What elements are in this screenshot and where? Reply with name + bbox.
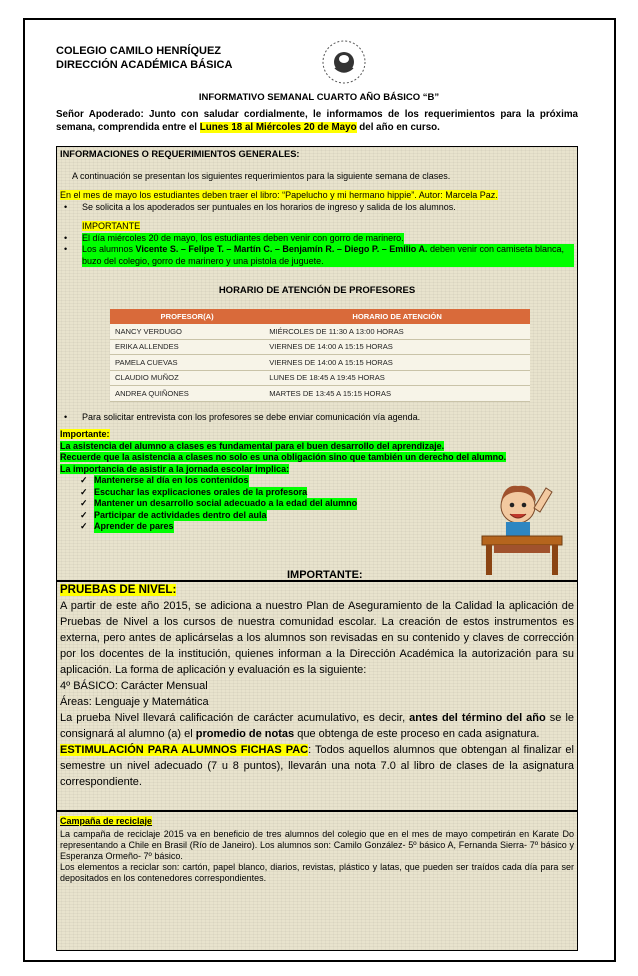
level-tests-heading: PRUEBAS DE NIVEL: bbox=[60, 584, 177, 596]
level-tests-box bbox=[56, 569, 578, 811]
recycling-paragraph-1: La campaña de reciclaje 2015 va en beneficio de tres alumnos del colegio que en el mes de mayo competirán en Karate Do representando a Chile en Brasil (Río de Janeiro). Los alumnos son: Camilo González- 5º básico A, Fernanda Sierra- 7º básico y Esperanza Ormeño- 7º básico. bbox=[60, 829, 574, 861]
table-row bbox=[110, 370, 530, 386]
school-name: COLEGIO CAMILO HENRÍQUEZ bbox=[56, 45, 221, 57]
grading-text-d: promedio de notas bbox=[195, 728, 295, 740]
sailor-text: El día miércoles 20 de mayo, los estudiantes deben venir con gorro de marinero. bbox=[82, 232, 404, 243]
check-icon: ✓ bbox=[80, 521, 88, 531]
student-desk-illustration bbox=[474, 478, 568, 578]
stimulation-paragraph bbox=[60, 742, 574, 790]
punctuality-item bbox=[60, 202, 574, 214]
table-row bbox=[110, 339, 530, 355]
table-row bbox=[110, 386, 530, 402]
students-names: Vicente S. – Felipe T. – Martín C. – Benjamín R. – Diego P. – Emilio A. bbox=[135, 244, 428, 254]
attendance-line-2: Recuerde que la asistencia a clases no solo es una obligación sino que también un derecho del alumno. bbox=[60, 452, 507, 462]
time-cell: VIERNES DE 14:00 A 15:15 HORAS bbox=[264, 355, 530, 371]
teacher-cell: PAMELA CUEVAS bbox=[110, 355, 264, 371]
time-cell: MARTES DE 13:45 A 15:15 HORAS bbox=[264, 386, 530, 402]
list-item-text: Mantener un desarrollo social adecuado a la edad del alumno bbox=[94, 498, 358, 508]
bullet-icon: • bbox=[64, 201, 68, 212]
general-heading: INFORMACIONES O REQUERIMIENTOS GENERALES: bbox=[60, 149, 300, 159]
grading-text-c: se le consignará al alumno (a) el bbox=[60, 712, 575, 740]
important-heading: IMPORTANTE: bbox=[287, 569, 363, 581]
table-row bbox=[110, 355, 530, 371]
department-name: DIRECCIÓN ACADÉMICA BÁSICA bbox=[56, 59, 233, 71]
document-title: INFORMATIVO SEMANAL CUARTO AÑO BÁSICO “B” bbox=[198, 92, 440, 103]
sailor-item bbox=[60, 233, 574, 245]
attendance-label: Importante: bbox=[60, 429, 110, 439]
stimulation-text: : Todos aquellos alumnos que obtengan al finalizar el semestre un nivel adecuado (7 u 8 puntos), llevarán una nota 7.0 al libro de clases de la asignatura correspondiente. bbox=[60, 744, 574, 788]
students-text bbox=[82, 244, 574, 267]
check-icon: ✓ bbox=[80, 486, 88, 497]
bullet-icon: • bbox=[64, 411, 68, 422]
grading-text-e: que obtenga de este proceso en cada asignatura. bbox=[294, 728, 540, 740]
teacher-cell: ANDREA QUIÑONES bbox=[110, 386, 264, 402]
general-lead: A continuación se presentan los siguientes requerimientos para la siguiente semana de clases. bbox=[72, 170, 451, 181]
intro-text: Señor Apoderado: Junto con saludar cordialmente, le informamos de los requerimientos para la próxima semana, comprendida entre el bbox=[56, 109, 578, 133]
students-item bbox=[60, 244, 574, 267]
week-dates: Lunes 18 al Miércoles 20 de Mayo bbox=[199, 122, 357, 133]
schedule-table bbox=[110, 309, 530, 402]
teacher-cell: CLAUDIO MUÑOZ bbox=[110, 370, 264, 386]
list-item-text: Mantenerse al día en los contenidos bbox=[94, 475, 249, 485]
bullet-icon: • bbox=[64, 244, 68, 254]
table-row bbox=[110, 324, 530, 339]
intro-paragraph bbox=[56, 108, 578, 134]
school-logo bbox=[318, 38, 370, 86]
list-item-text: Participar de actividades dentro del aula bbox=[94, 509, 267, 520]
grading-paragraph bbox=[60, 710, 574, 742]
grading-text-a: La prueba Nivel llevará calificación de carácter acumulativo, es decir, bbox=[60, 712, 410, 724]
recycling-heading: Campaña de reciclaje bbox=[60, 816, 153, 826]
time-cell: LUNES DE 18:45 A 19:45 HORAS bbox=[264, 370, 530, 386]
punctuality-text: Se solicita a los apoderados ser puntuales en los horarios de ingreso y salida de los alumnos. bbox=[82, 201, 456, 212]
check-icon: ✓ bbox=[80, 475, 88, 485]
students-rest: deben venir con camiseta blanca, buzo del colegio, gorro de marinero y una pistola de juguete. bbox=[82, 244, 565, 266]
teacher-cell: NANCY VERDUGO bbox=[110, 324, 264, 339]
book-notice: En el mes de mayo los estudiantes deben traer el libro: “Papelucho y mi hermano hippie”. Autor: Marcela Paz. bbox=[60, 190, 498, 200]
students-intro: Los alumnos bbox=[82, 244, 136, 254]
teacher-cell: ERIKA ALLENDES bbox=[110, 339, 264, 355]
col-teacher: PROFESOR(A) bbox=[110, 309, 264, 325]
check-icon: ✓ bbox=[80, 509, 88, 520]
grading-text-b: antes del término del año bbox=[409, 712, 546, 724]
grade-line: 4º BÁSICO: Carácter Mensual bbox=[60, 680, 208, 692]
col-time: HORARIO DE ATENCIÓN bbox=[264, 309, 530, 325]
schedule-heading: HORARIO DE ATENCIÓN DE PROFESORES bbox=[218, 285, 416, 296]
interview-item bbox=[60, 412, 574, 424]
areas-line: Áreas: Lenguaje y Matemática bbox=[60, 696, 209, 708]
recycling-box bbox=[56, 811, 578, 951]
recycling-paragraph-2: Los elementos a reciclar son: cartón, papel blanco, diarios, revistas, plástico y latas, que pueden ser traídos cada día para ser depositados en los contenedores correspondientes. bbox=[60, 862, 574, 883]
attendance-line-1: La asistencia del alumno a clases es fundamental para el buen desarrollo del aprendizaje. bbox=[60, 440, 445, 451]
interview-text: Para solicitar entrevista con los profesores se debe enviar comunicación vía agenda. bbox=[82, 411, 421, 422]
time-cell: MIÉRCOLES DE 11:30 A 13:00 HORAS bbox=[264, 324, 530, 339]
school-header bbox=[56, 44, 232, 72]
attendance-line-3: La importancia de asistir a la jornada escolar implica: bbox=[60, 463, 290, 474]
list-item-text: Aprender de pares bbox=[94, 521, 174, 531]
level-tests-paragraph: A partir de este año 2015, se adiciona a nuestro Plan de Aseguramiento de la Calidad la aplicación de Pruebas de Nivel a los cursos de nuestra comunidad escolar. La creación de estos instrumentos es externa, pero antes de aplicárselas a los alumnos son revisadas en su contenido y claves de corrección por los docentes de la institución, quienes informan a la Dirección Académica la autorización para su aplicación. La forma de aplicación y evaluación es la siguiente: bbox=[60, 600, 574, 676]
time-cell: VIERNES DE 14:00 A 15:15 HORAS bbox=[264, 339, 530, 355]
check-icon: ✓ bbox=[80, 498, 88, 508]
important-label: IMPORTANTE bbox=[82, 221, 141, 231]
bullet-icon: • bbox=[64, 232, 68, 243]
intro-suffix: del año en curso. bbox=[356, 122, 440, 133]
stimulation-label: ESTIMULACIÓN PARA ALUMNOS FICHAS PAC bbox=[60, 744, 309, 756]
list-item-text: Escuchar las explicaciones orales de la profesora bbox=[94, 486, 308, 497]
